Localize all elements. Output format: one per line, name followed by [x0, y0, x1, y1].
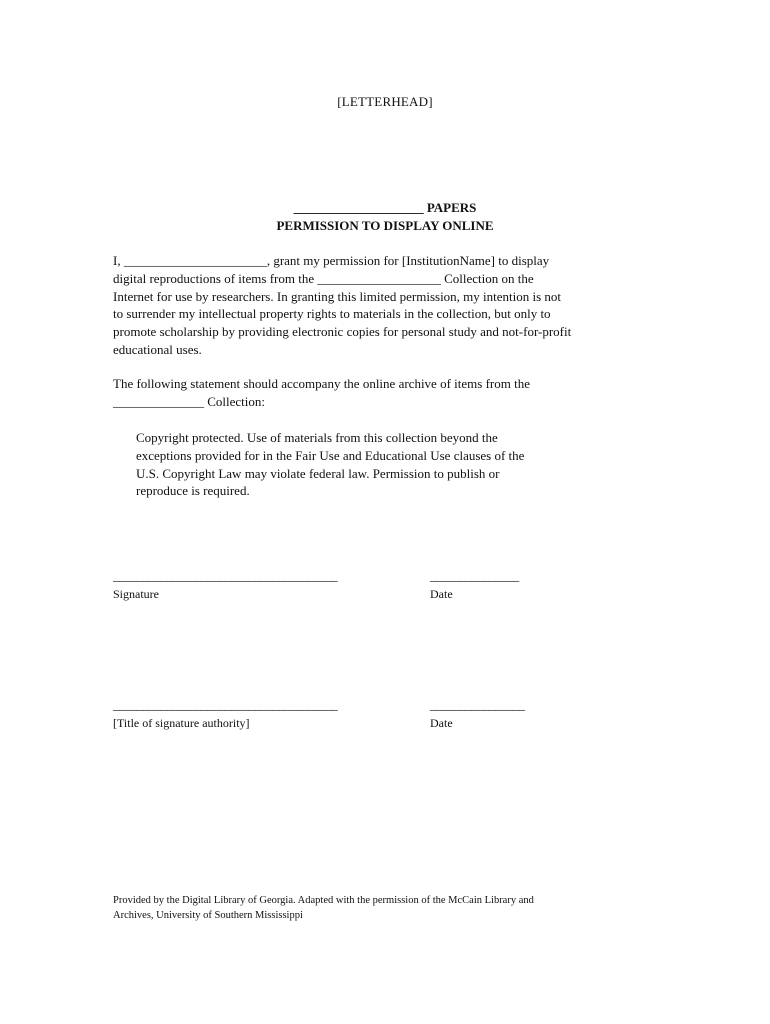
copyright-statement-quote	[136, 429, 656, 500]
quote-line: reproduce is required.	[136, 483, 250, 499]
paragraph-line: educational uses.	[113, 341, 202, 357]
signature-line: ______________________________________	[113, 568, 338, 583]
paragraph-line: digital reproductions of items from the ___________________ Collection on the	[113, 270, 534, 286]
authority-date-label: Date	[430, 716, 453, 730]
paragraph-line: ______________ Collection:	[113, 393, 266, 409]
title-authority-label: [Title of signature authority]	[113, 716, 250, 730]
letterhead-placeholder: [LETTERHEAD]	[337, 94, 433, 109]
signature-label: Signature	[113, 587, 159, 601]
footer-line: Provided by the Digital Library of Georgia. Adapted with the permission of the McCain Library and	[113, 895, 534, 906]
statement-intro-paragraph	[113, 375, 673, 411]
collection-papers-heading: ____________________ PAPERS	[293, 200, 477, 215]
attribution-footer	[113, 893, 673, 923]
permission-paragraph	[113, 252, 673, 359]
signature-date-label: Date	[430, 587, 453, 601]
title-authority-line: ______________________________________	[113, 697, 338, 712]
paragraph-line: promote scholarship by providing electronic copies for personal study and not-for-profit	[113, 324, 572, 340]
authority-date-line: ________________	[430, 697, 525, 712]
quote-line: U.S. Copyright Law may violate federal law. Permission to publish or	[136, 465, 500, 481]
paragraph-line: I, ______________________, grant my permission for [InstitutionName] to display	[113, 253, 550, 268]
paragraph-line: The following statement should accompany the online archive of items from the	[113, 376, 530, 391]
quote-line: Copyright protected. Use of materials from this collection beyond the	[136, 430, 498, 445]
signature-date-line: _______________	[430, 568, 519, 583]
footer-line: Archives, University of Southern Mississippi	[113, 910, 303, 921]
paragraph-line: Internet for use by researchers. In granting this limited permission, my intention is not	[113, 288, 562, 304]
document-title: PERMISSION TO DISPLAY ONLINE	[276, 218, 494, 233]
paragraph-line: to surrender my intellectual property rights to materials in the collection, but only to	[113, 306, 551, 322]
quote-line: exceptions provided for in the Fair Use and Educational Use clauses of the	[136, 447, 525, 463]
